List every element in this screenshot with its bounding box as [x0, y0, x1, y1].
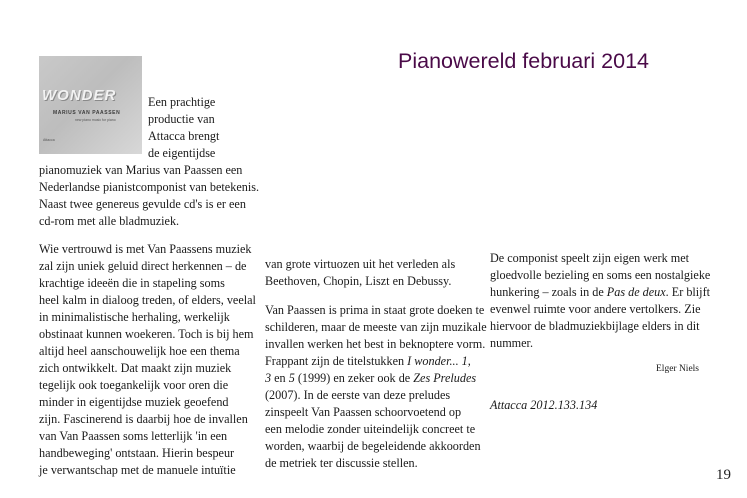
text-line: schilderen, maar de meeste van zijn muzikale: [265, 320, 487, 334]
text-line: worden, waarbij de begeleidende akkoorden: [265, 439, 481, 453]
text-line: in minimalistische herhaling, werkelijk: [39, 310, 230, 324]
text-line: de eigentijdse: [148, 146, 216, 160]
text-line: minder in eigentijdse muziek geoefend: [39, 395, 229, 409]
text-line: altijd heel aanschouwelijk hoe een thema: [39, 344, 240, 358]
text-line: evenwel ruimte voor andere vertolkers. Zie: [490, 302, 701, 316]
work-title: 5: [288, 371, 295, 385]
text-line: Nederlandse pianistcomponist van betekenis.: [39, 180, 259, 194]
text-line: Beethoven, Chopin, Liszt en Debussy.: [265, 274, 452, 288]
text-run: hunkering – zoals in de: [490, 285, 607, 299]
text-line: invallen werken het best in beknoptere vorm.: [265, 337, 486, 351]
text-line: gloedvolle bezieling en soms een nostalgieke: [490, 268, 711, 282]
text-line: [490, 284, 710, 301]
album-cover-composer: MARIUS VAN PAASSEN: [53, 110, 121, 116]
catalog-number-text: Attacca 2012.133.134: [490, 398, 598, 412]
text-line: heel kalm in dialoog treden, of elders, veelal: [39, 293, 256, 307]
text-run: en: [271, 371, 289, 385]
text-line: obstinaat kunnen woekeren. Toch is bij hem: [39, 327, 254, 341]
text-line: handbeweging' ontstaan. Hierin bespeur: [39, 446, 235, 460]
text-line: (2007). In de eerste van deze preludes: [265, 388, 451, 402]
text-line: Wie vertrouwd is met Van Paassens muziek: [39, 242, 252, 256]
text-line: productie van: [148, 112, 215, 126]
page-number: 19: [716, 467, 731, 483]
text-line: nummer.: [490, 336, 533, 350]
text-line: je verwantschap met de manuele intuïtie: [39, 463, 236, 477]
text-line: tegelijk ook toegankelijk voor oren die: [39, 378, 229, 392]
text-run: . Er blijft: [665, 285, 711, 299]
text-line: de metriek ter discussie stellen.: [265, 456, 418, 470]
text-line: krachtige ideeën die in stapeling soms: [39, 276, 225, 290]
text-run: (1999) en zeker ook de: [294, 371, 414, 385]
text-line: van Van Paassen soms letterlijk 'in een: [39, 429, 228, 443]
album-cover-subtitle: new piano music for piano: [75, 118, 116, 122]
text-line: een melodie zonder uiteindelijk concreet te: [265, 422, 476, 436]
text-line: [265, 370, 476, 387]
author-signature: Elger Niels: [656, 364, 700, 374]
text-line: hiervoor de bladmuziekbijlage elders in dit: [490, 319, 700, 333]
text-line: Attacca brengt: [148, 129, 220, 143]
text-line: zal zijn uniek geluid direct herkennen – de: [39, 259, 247, 273]
text-line: zijn. Fascinerend is daarbij hoe de invallen: [39, 412, 248, 426]
work-title: 3: [265, 371, 272, 385]
text-run: Frappant zijn de titelstukken: [265, 354, 408, 368]
text-line: cd-rom met alle bladmuziek.: [39, 214, 180, 228]
album-cover-image: [39, 56, 142, 154]
album-cover-label: Attacca: [43, 138, 55, 142]
text-line: pianomuziek van Marius van Paassen een: [39, 163, 243, 177]
catalog-number: [490, 397, 597, 414]
text-line: van grote virtuozen uit het verleden als: [265, 257, 456, 271]
work-title: Pas de deux: [606, 285, 666, 299]
page-title: Pianowereld februari 2014: [398, 49, 649, 73]
work-title: Zes Preludes: [413, 371, 477, 385]
text-line: zich ontwikkelt. Dat maakt zijn muziek: [39, 361, 232, 375]
text-line: [265, 353, 471, 370]
text-line: De componist speelt zijn eigen werk met: [490, 251, 690, 265]
text-line: Van Paassen is prima in staat grote doeken te: [265, 303, 485, 317]
text-line: Naast twee genereus gevulde cd's is er een: [39, 197, 246, 211]
text-line: zinspeelt Van Paassen schoorvoetend op: [265, 405, 462, 419]
text-line: Een prachtige: [148, 95, 216, 109]
work-title: I wonder... 1,: [407, 354, 471, 368]
album-cover-title: WONDER: [42, 87, 117, 104]
